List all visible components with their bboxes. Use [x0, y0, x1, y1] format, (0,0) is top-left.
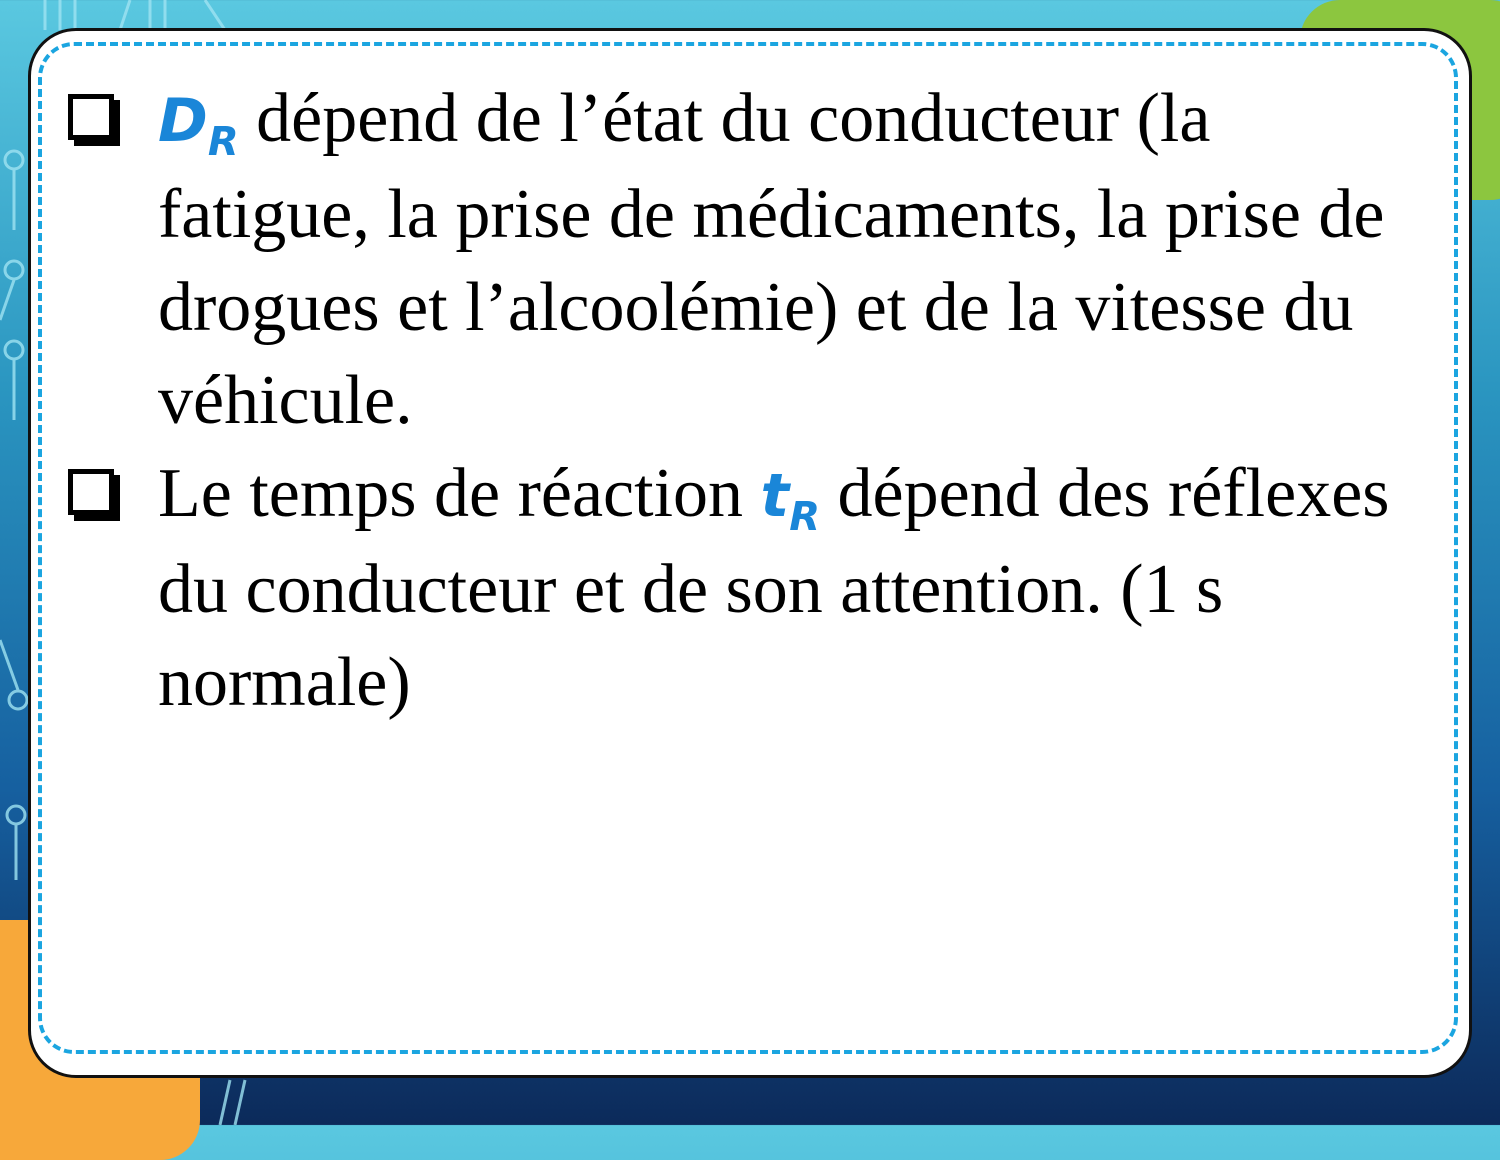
- symbol-subscript: R: [207, 119, 239, 165]
- symbol-reaction-time: [760, 461, 821, 540]
- bullet-text: dépend de l’état du conducteur (la fatigue, la prise de médicaments, la prise de drogues et l’alcoolémie) et de la vitesse du véhicule.: [158, 80, 1385, 439]
- checkbox-square-icon: [68, 94, 114, 140]
- bullet-braking-distance: [68, 72, 1438, 447]
- symbol-distance-reaction: [158, 86, 239, 165]
- checkbox-square-icon: [68, 469, 114, 515]
- symbol-letter: D: [158, 86, 208, 156]
- bullet-text-after: dépend des réflexes du conducteur et de son attention. (1 s normale): [158, 455, 1390, 721]
- symbol-letter: t: [760, 461, 790, 531]
- slide-content: [68, 72, 1438, 729]
- bullet-text-before: Le temps de réaction: [158, 455, 761, 532]
- symbol-subscript: R: [789, 494, 821, 540]
- bullet-reaction-time: [68, 447, 1438, 729]
